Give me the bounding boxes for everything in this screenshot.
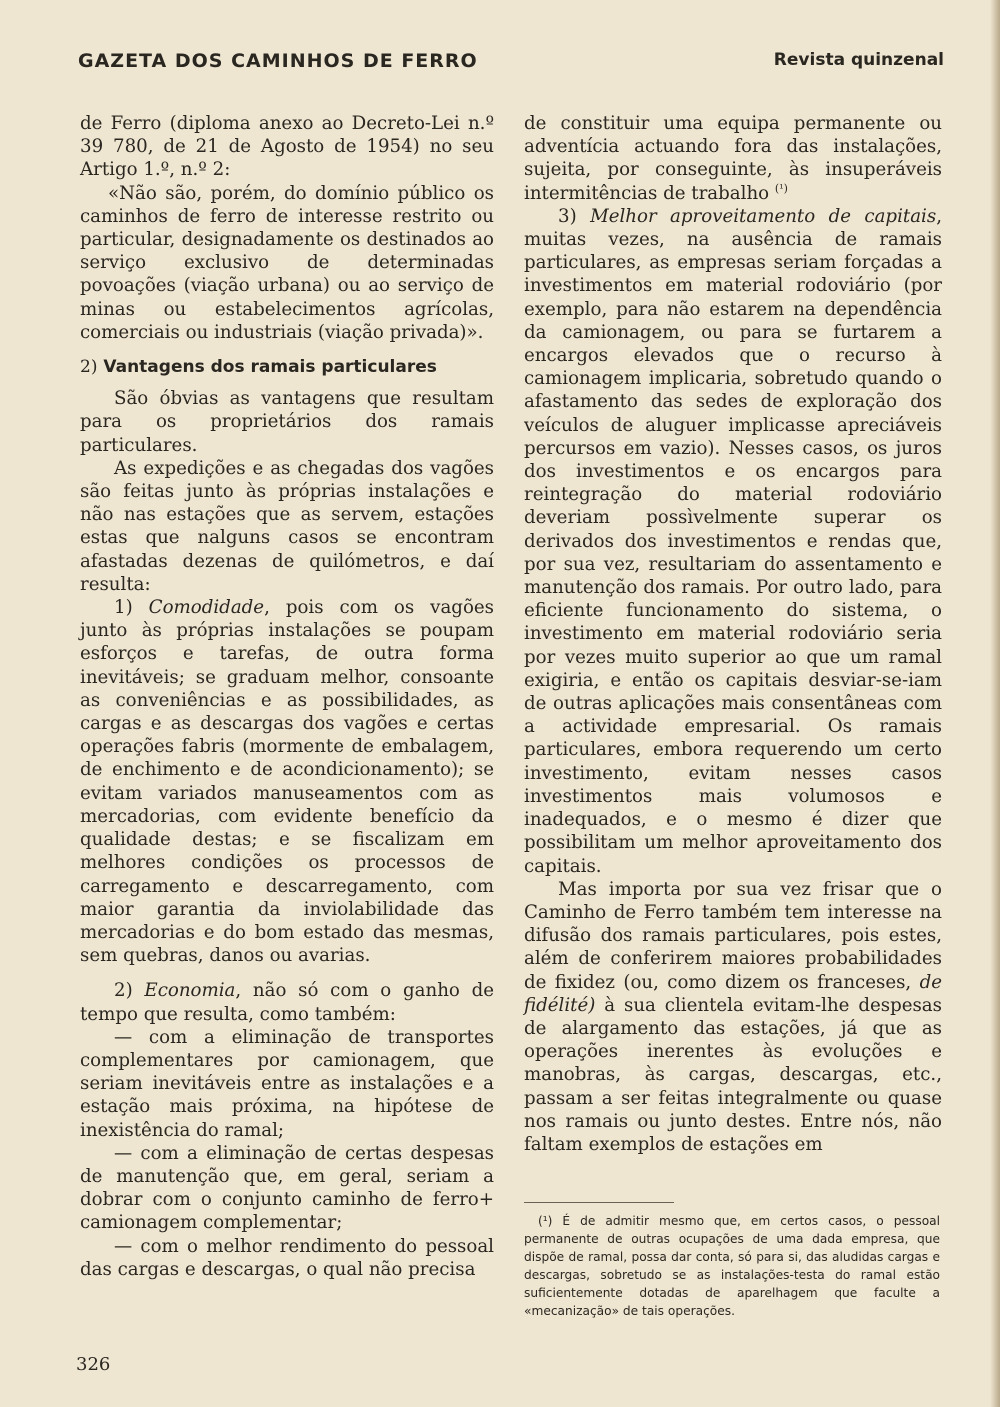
footnote-rule [524, 1202, 674, 1203]
paragraph-text: de constituir uma equipa permanente ou adventícia actuando fora das instalações, sujeita, por conseguinte, às insuperáveis intermitências de trabalho [524, 113, 942, 204]
item-number: 3) [558, 205, 577, 227]
item-title: Comodidade [148, 597, 265, 619]
list-item [80, 979, 494, 1025]
list-item [80, 596, 494, 967]
journal-subtitle: Revista quinzenal [773, 50, 944, 70]
emphasis-text: de fidélité) [524, 971, 942, 1016]
quote-paragraph: «Não são, porém, do domínio público os caminhos de ferro de interesse restrito ou particular, designadamente os destinados ao serviço exclusivo de determinadas povoações (viação urbana) ou ao serviço de minas ou estabelecimentos agrícolas, comerciais ou industriais (viação privada)». [80, 182, 494, 343]
right-column [524, 112, 942, 1156]
footnote-ref: (¹) [774, 181, 788, 195]
item-text: , pois com os vagões junto às próprias instalações se poupam esforços e tarefas, de outra forma inevitáveis; se graduam melhor, consoante as conveniências e as possibilidades, as cargas e as descargas dos vagões e certas operações fabris (mormente de embalagem, de enchimento e de acondicionamento); se evitam variados manuseamentos com as mercadorias, com evidente benefício da qualidade destas; e se fiscalizam em melhores condições os processos de carregamento e descarregamento, com maior garantia da inviolabilidade das mercadorias e do bom estado das mesmas, sem quebras, danos ou avarias. [80, 597, 494, 967]
footnote [524, 1212, 940, 1320]
paragraph-text: Mas importa por sua vez frisar que o Caminho de Ferro também tem interesse na difusão dos ramais particulares, pois estes, além de conferirem maiores probabilidades de fixidez (ou, como dizem os franceses, [524, 878, 942, 993]
dash-item: — com a eliminação de transportes complementares por camionagem, que seriam inevitáveis entre as instalações e a estação mais próxima, na hipótese de inexistência do ramal; [80, 1026, 494, 1141]
item-text: , não só com o ganho de tempo que resulta, como também: [80, 980, 494, 1025]
item-text: , muitas vezes, na ausência de ramais particulares, as empresas seriam forçadas a investimentos em material rodoviário (por exemplo, para não estarem na dependência da camionagem, ou para se furtarem a encargos elevados que o recurso à camionagem implicaria, sobretudo quando o afastamento das sedes de exploração dos veículos de aluguer implicasse apreciáveis percursos em vazio). Nesses casos, os juros dos investimentos e os encargos para reintegração do material rodoviário deveriam possìvelmente superar os derivados dos investimentos e rendas que, por sua vez, resultariam do assentamento e manutenção dos ramais. Por outro lado, para eficiente funcionamento do sistema, o investimento em material rodoviário seria por vezes muito superior ao que um ramal exigiria, e então os capitais desviar-se-iam de outras aplicações mais consentâneas com a actividade empresarial. Os ramais particulares, embora requerendo um certo investimento, evitam nesses casos investimentos mais volumosos e inadequados, e o mesmo é dizer que possibilitam um melhor aproveitamento dos capitais. [524, 205, 942, 877]
paragraph-text: à sua clientela evitam-lhe despesas de alargamento das estações, já que as operações inerentes às evoluções e manobras, às cargas, descargas, etc., passam a ser feitas integralmente ou quase nos ramais ou junto destes. Entre nós, não faltam exemplos de estações em [524, 994, 942, 1155]
journal-title: GAZETA DOS CAMINHOS DE FERRO [78, 50, 478, 72]
page-edge-shadow [990, 0, 1000, 1407]
dash-item: — com o melhor rendimento do pessoal das cargas e descargas, o qual não precisa [80, 1235, 494, 1280]
item-number: 1) [114, 597, 133, 619]
paragraph: São óbvias as vantagens que resultam para os proprietários dos ramais particulares. [80, 388, 494, 456]
item-title: Economia [144, 980, 236, 1002]
section-heading [80, 356, 494, 379]
left-column [80, 112, 494, 1281]
paragraph [524, 878, 942, 1156]
section-title: Vantagens dos ramais particulares [103, 357, 437, 378]
running-header [78, 48, 944, 76]
item-number: 2) [114, 980, 133, 1002]
paragraph [524, 112, 942, 205]
footnote-text: (¹) É de admitir mesmo que, em certos casos, o pessoal permanente de outras ocupações de uma dada empresa, que dispõe de ramal, possa dar conta, só para si, das aludidas cargas e descargas, sobretudo se as instalações-testa do ramal estão suficientemente dotadas de aparelhagem que faculte a «mecanização» de tais operações. [524, 1214, 940, 1318]
dash-item: — com a eliminação de certas despesas de manutenção que, em geral, seriam a dobrar com o conjunto caminho de ferro+ camionagem complementar; [80, 1142, 494, 1234]
paragraph: de Ferro (diploma anexo ao Decreto-Lei n.º 39 780, de 21 de Agosto de 1954) no seu Artigo 1.º, n.º 2: [80, 113, 494, 181]
paragraph: As expedições e as chegadas dos vagões são feitas junto às próprias instalações e não nas estações que as servem, estações estas que nalguns casos se encontram afastadas dezenas de quilómetros, e daí resulta: [80, 457, 494, 595]
list-item [524, 205, 942, 878]
page-number: 326 [76, 1354, 111, 1375]
section-number: 2) [80, 357, 98, 378]
item-title: Melhor aproveitamento de capitais [590, 205, 937, 227]
